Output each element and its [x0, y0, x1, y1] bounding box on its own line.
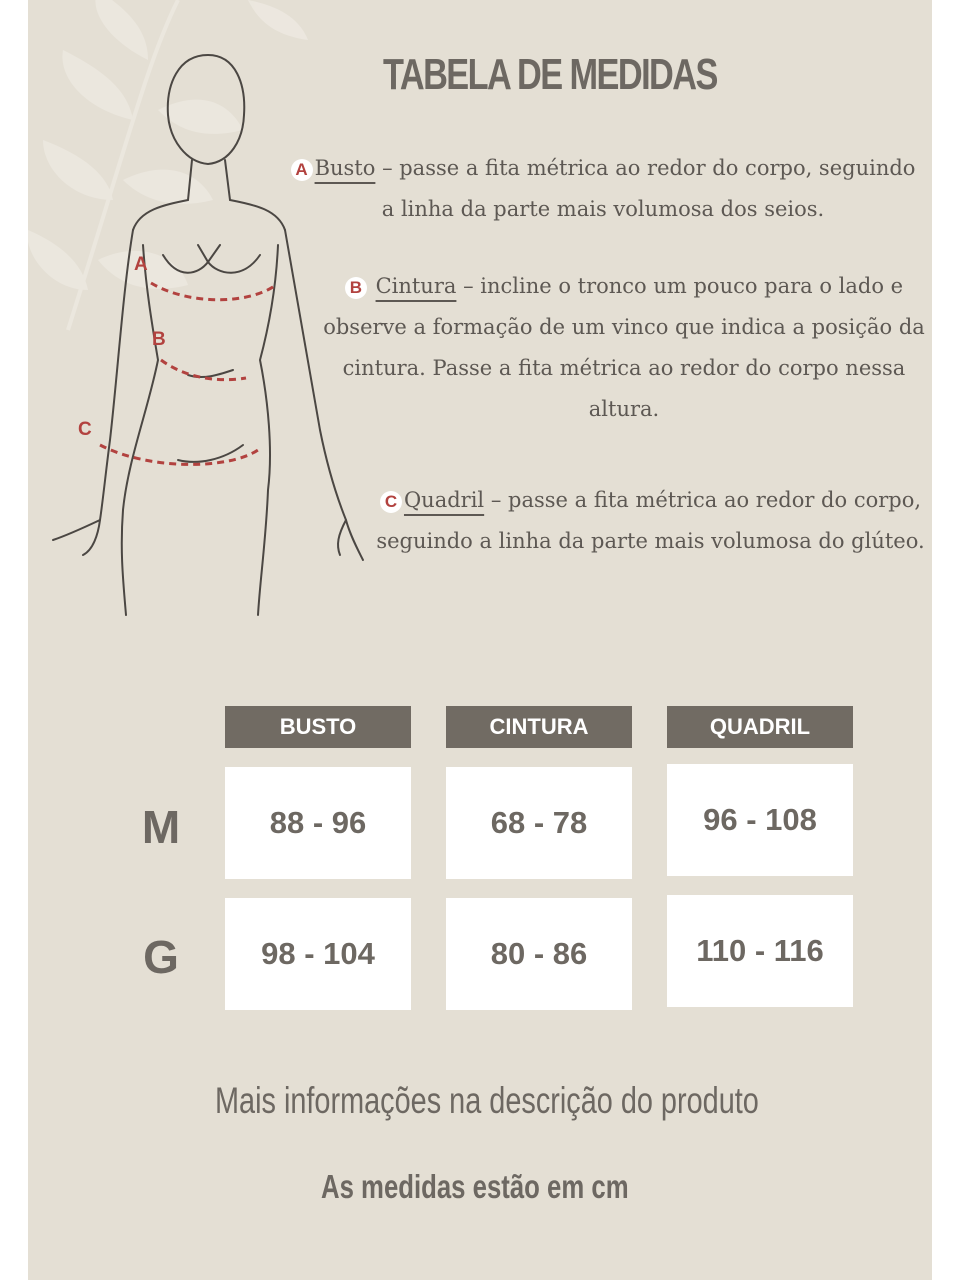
cell-m-busto: 88 - 96 — [225, 767, 411, 879]
cell-m-cintura: 68 - 78 — [446, 767, 632, 879]
figure-label-a: A — [134, 254, 148, 275]
header-quadril: QUADRIL — [667, 706, 853, 748]
badge-a: A — [291, 159, 313, 181]
measure-cintura — [318, 266, 930, 430]
text-busto: – passe a fita métrica ao redor do corpo, seguindo a linha da parte mais volumosa dos seios. — [375, 156, 916, 221]
badge-c: C — [380, 491, 402, 513]
figure-label-c: C — [78, 419, 92, 440]
measure-quadril — [373, 480, 928, 562]
term-cintura: Cintura — [375, 274, 457, 298]
header-cintura: CINTURA — [446, 706, 632, 748]
footer-info: Mais informações na descrição do produto — [215, 1080, 759, 1121]
measure-busto — [283, 148, 923, 230]
cell-m-quadril: 96 - 108 — [667, 764, 853, 876]
size-label-m: M — [141, 801, 181, 853]
header-busto: BUSTO — [225, 706, 411, 748]
page-title: TABELA DE MEDIDAS — [383, 50, 717, 99]
cell-g-busto: 98 - 104 — [225, 898, 411, 1010]
footer-unit-note: As medidas estão em cm — [321, 1168, 629, 1205]
text-quadril: – passe a fita métrica ao redor do corpo, seguindo a linha da parte mais volumosa do glúteo. — [376, 488, 925, 553]
cell-g-quadril: 110 - 116 — [667, 895, 853, 1007]
cell-g-cintura: 80 - 86 — [446, 898, 632, 1010]
term-busto: Busto — [314, 156, 376, 180]
figure-label-b: B — [152, 329, 166, 350]
size-label-g: G — [143, 931, 179, 983]
size-chart-card — [28, 0, 932, 1280]
badge-b: B — [345, 277, 367, 299]
text-cintura: – incline o tronco um pouco para o lado e observe a formação de um vinco que indica a posição da cintura. Passe a fita métrica ao redor do corpo nessa altura. — [323, 274, 925, 421]
term-quadril: Quadril — [403, 488, 485, 512]
